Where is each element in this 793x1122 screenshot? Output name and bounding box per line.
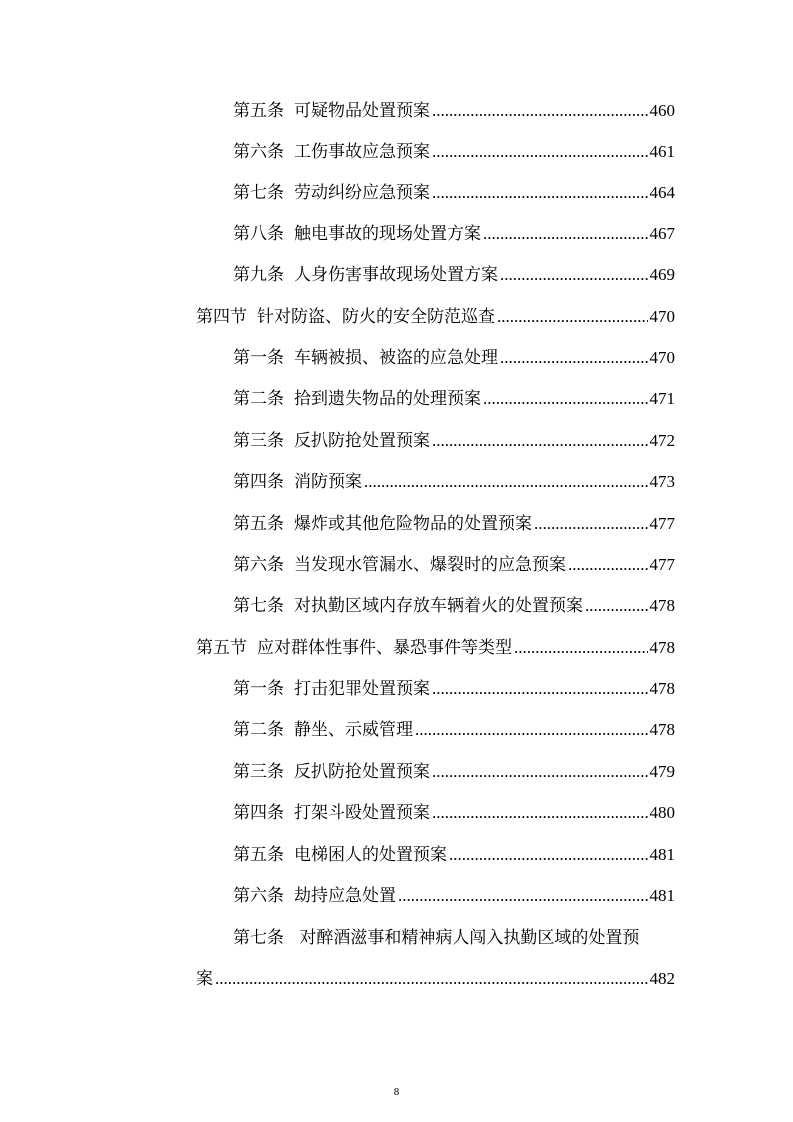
dot-leader (432, 96, 648, 126)
toc-entry-number: 第五节 (196, 638, 247, 658)
toc-entry-page: 478 (649, 720, 675, 739)
toc-entry-number: 第五条 (233, 514, 284, 534)
toc-entry-title: 可疑物品处置预案 (294, 101, 430, 121)
toc-entry-title: 劳动纠纷应急预案 (294, 183, 430, 203)
toc-entry-page: 480 (649, 803, 675, 822)
toc-entry-number: 第一条 (233, 679, 284, 699)
toc-entry-number: 第七条 (233, 596, 284, 616)
toc-entry[interactable] (233, 674, 675, 704)
toc-entry-number: 第三条 (233, 762, 284, 782)
toc-entry-title: 反扒防抢处置预案 (294, 762, 430, 782)
toc-entry[interactable] (233, 260, 675, 290)
toc-entry-title: 对执勤区域内存放车辆着火的处置预案 (294, 596, 583, 616)
dot-leader (432, 426, 648, 456)
toc-entry-number: 第四条 (233, 472, 284, 492)
toc-entry-title: 打击犯罪处置预案 (294, 679, 430, 699)
dot-leader (432, 178, 648, 208)
toc-entry-page: 478 (649, 596, 675, 615)
toc-entry-number: 第六条 (233, 142, 284, 162)
toc-entry-page: 471 (649, 389, 675, 408)
toc-entry[interactable] (233, 509, 675, 539)
toc-entry-title: 劫持应急处置 (294, 886, 396, 906)
toc-entry-title: 电梯困人的处置预案 (294, 845, 447, 865)
toc-entry-title: 当发现水管漏水、爆裂时的应急预案 (294, 555, 566, 575)
dot-leader (514, 633, 648, 663)
toc-entry-title: 消防预案 (294, 472, 362, 492)
dot-leader (432, 137, 648, 167)
dot-leader (364, 467, 648, 497)
toc-entry-number: 第八条 (233, 224, 284, 244)
dot-leader (432, 757, 648, 787)
toc-entry-page: 477 (649, 555, 675, 574)
toc-entry-page: 464 (649, 183, 675, 202)
toc-section-entry[interactable] (196, 302, 675, 332)
toc-entry-number: 第一条 (233, 348, 284, 368)
toc-entry-number: 第四条 (233, 803, 284, 823)
toc-entry-title-continuation: 案 (196, 969, 213, 989)
toc-entry-page: 477 (649, 514, 675, 533)
toc-entry-title: 静坐、示威管理 (294, 720, 413, 740)
toc-entry[interactable] (233, 881, 675, 911)
dot-leader (432, 798, 648, 828)
toc-entry-number: 第六条 (233, 555, 284, 575)
toc-entry-number: 第七条 (233, 183, 284, 203)
toc-entry[interactable] (233, 426, 675, 456)
dot-leader (500, 260, 648, 290)
toc-entry[interactable] (233, 384, 675, 414)
dot-leader (415, 715, 648, 745)
toc-entry-number: 第七条 (233, 928, 284, 948)
toc-entry-title: 人身伤害事故现场处置方案 (294, 265, 498, 285)
toc-entry-title: 针对防盗、防火的安全防范巡查 (257, 307, 495, 327)
toc-entry[interactable] (233, 715, 675, 745)
dot-leader (449, 840, 648, 870)
toc-entry-page: 469 (649, 265, 675, 284)
toc-section-entry[interactable] (196, 633, 675, 663)
toc-entry-title: 打架斗殴处置预案 (294, 803, 430, 823)
dot-leader (585, 591, 648, 621)
toc-entry-wrapped-line1[interactable] (233, 923, 675, 953)
dot-leader (432, 674, 648, 704)
toc-entry[interactable] (233, 343, 675, 373)
dot-leader (568, 550, 648, 580)
toc-entry[interactable] (233, 757, 675, 787)
toc-entry-number: 第五条 (233, 101, 284, 121)
toc-entry[interactable] (233, 219, 675, 249)
toc-entry-title: 反扒防抢处置预案 (294, 431, 430, 451)
toc-entry[interactable] (233, 550, 675, 580)
toc-entry[interactable] (233, 137, 675, 167)
toc-entry-page: 481 (649, 845, 675, 864)
toc-entry-page: 478 (649, 638, 675, 657)
dot-leader (483, 384, 648, 414)
toc-entry-page: 478 (649, 679, 675, 698)
toc-entry-title: 车辆被损、被盗的应急处理 (294, 348, 498, 368)
toc-entry-wrapped-line2[interactable] (196, 964, 675, 994)
toc-entry[interactable] (233, 840, 675, 870)
dot-leader (534, 509, 648, 539)
toc-entry[interactable] (233, 96, 675, 126)
dot-leader (500, 343, 648, 373)
toc-entry-page: 470 (649, 307, 675, 326)
toc-entry-page: 482 (649, 969, 675, 988)
toc-entry-number: 第三条 (233, 431, 284, 451)
toc-entry[interactable] (233, 591, 675, 621)
toc-entry-number: 第二条 (233, 720, 284, 740)
toc-entry-page: 461 (649, 142, 675, 161)
toc-entry-number: 第四节 (196, 307, 247, 327)
toc-entry-number: 第九条 (233, 265, 284, 285)
toc-entry-page: 470 (649, 348, 675, 367)
dot-leader (497, 302, 648, 332)
toc-entry[interactable] (233, 467, 675, 497)
toc-entry-title: 应对群体性事件、暴恐事件等类型 (257, 638, 512, 658)
toc-entry-page: 481 (649, 886, 675, 905)
toc-entry[interactable] (233, 178, 675, 208)
dot-leader (215, 964, 648, 994)
toc-entry-number: 第六条 (233, 886, 284, 906)
toc-entry-page: 467 (649, 224, 675, 243)
toc-entry-page: 479 (649, 762, 675, 781)
toc-entry-title: 工伤事故应急预案 (294, 142, 430, 162)
dot-leader (398, 881, 648, 911)
page-number: 8 (393, 1086, 400, 1098)
toc-entry-page: 460 (649, 101, 675, 120)
toc-entry-title: 爆炸或其他危险物品的处置预案 (294, 514, 532, 534)
toc-entry-page: 473 (649, 472, 675, 491)
toc-entry-page: 472 (649, 431, 675, 450)
toc-entry-title: 拾到遗失物品的处理预案 (294, 389, 481, 409)
toc-entry[interactable] (233, 798, 675, 828)
toc-entry-title: 触电事故的现场处置方案 (294, 224, 481, 244)
toc-entry-number: 第二条 (233, 389, 284, 409)
toc-entry-title: 对醉酒滋事和精神病人闯入执勤区域的处置预 (299, 928, 640, 948)
dot-leader (483, 219, 648, 249)
toc-entry-number: 第五条 (233, 845, 284, 865)
